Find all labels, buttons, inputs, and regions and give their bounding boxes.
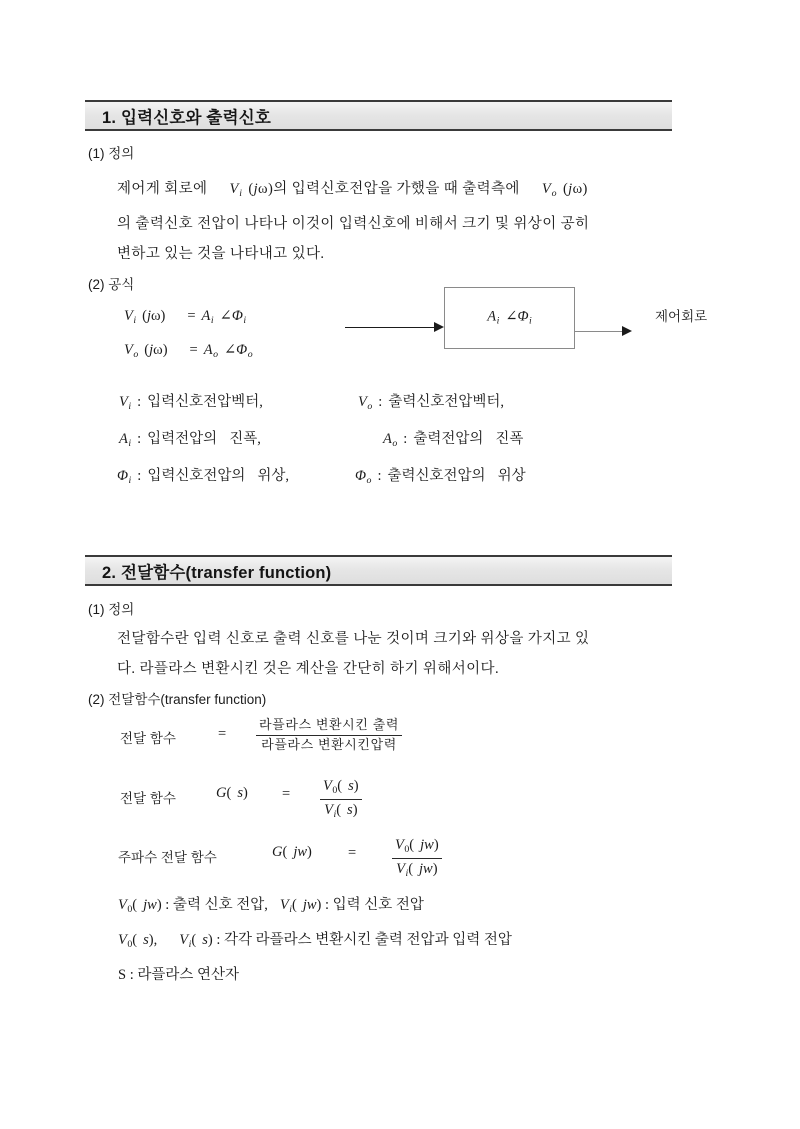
note-line-2: $V_0$( s), $V_i$( s) : 각각 라플라스 변환시킨 출력 전압과 입력 전압 bbox=[118, 932, 512, 950]
formula-transfer-equals-3: = bbox=[348, 845, 357, 861]
diagram-output-arrowhead bbox=[622, 326, 632, 336]
section-1-sub1-label: (1) 정의 bbox=[88, 146, 135, 161]
fraction-2-denominator: $V_i$( s) bbox=[324, 801, 358, 820]
fraction-1-denominator: 라플라스 변환시킨압력 bbox=[261, 736, 397, 752]
legend-row-2-left: $A_i$ : 입력전압의 진폭, bbox=[119, 431, 261, 449]
section-2-sub1-label: (1) 정의 bbox=[88, 602, 135, 617]
legend-row-1-left: $V_i$ : 입력신호전압벡터, bbox=[119, 394, 263, 412]
formula-transfer-label-2: 전달 함수 bbox=[120, 791, 176, 806]
fraction-3-numerator: $V_0$( jw) bbox=[392, 836, 442, 859]
formula-transfer-fraction-2 bbox=[320, 777, 362, 821]
formula-transfer-label-1: 전달 함수 bbox=[120, 731, 176, 746]
legend-row-2-right: $A_o$ : 출력전압의 진폭 bbox=[383, 431, 524, 449]
formula-transfer-fraction-3 bbox=[392, 836, 442, 880]
formula-transfer-func-3: G( jw) bbox=[272, 844, 312, 860]
fraction-2-numerator: $V_0$( s) bbox=[320, 777, 362, 800]
formula-transfer-label-3: 주파수 전달 함수 bbox=[118, 850, 217, 865]
note-line-3: S : 라플라스 연산자 bbox=[118, 967, 240, 983]
diagram-block-label: $A_i$ $\angle\Phi_i$ bbox=[487, 308, 532, 327]
diagram-right-label: 제어회로 bbox=[655, 309, 708, 324]
formula-vo: $V_o$ $(j\omega) = A_o$ $\angle\Phi_o$ bbox=[124, 342, 253, 360]
fraction-3-denominator: $V_i$( jw) bbox=[396, 860, 438, 879]
formula-vi: $V_i$ $(j\omega) = A_i$ $\angle\Phi_i$ bbox=[124, 308, 247, 326]
diagram-block bbox=[444, 287, 575, 349]
formula-transfer-fraction-1 bbox=[256, 717, 402, 753]
diagram-input-arrowhead bbox=[434, 322, 444, 332]
diagram-output-line bbox=[575, 331, 624, 332]
section-1-paragraph-line-1: 제어게 회로에 $V_i$ (jω)의 입력신호전압을 가했을 때 출력측에 $V_o$ (jω) bbox=[117, 181, 588, 199]
formula-transfer-equals-1: = bbox=[218, 726, 227, 742]
legend-row-3-right: $\Phi_o$ : 출력신호전압의 위상 bbox=[355, 468, 526, 486]
legend-row-1-right: $V_o$ : 출력신호전압벡터, bbox=[358, 394, 504, 412]
section-heading-2 bbox=[85, 555, 672, 586]
diagram-input-line bbox=[345, 327, 436, 328]
section-1-sub2-label: (2) 공식 bbox=[88, 277, 135, 292]
section-1-paragraph-line-2: 의 출력신호 전압이 나타나 이것이 입력신호에 비해서 크기 및 위상이 공히 bbox=[117, 216, 590, 232]
section-heading-2-label: 2. 전달함수(transfer function) bbox=[102, 563, 332, 582]
section-heading-1 bbox=[85, 100, 672, 131]
section-2-paragraph-line-1: 전달함수란 입력 신호로 출력 신호를 나눈 것이며 크기와 위상을 가지고 있 bbox=[117, 631, 590, 647]
section-1-paragraph-line-3: 변하고 있는 것을 나타내고 있다. bbox=[117, 246, 325, 262]
note-line-1: $V_0$( jw) : 출력 신호 전압, $V_i$( jw) : 입력 신호 전압 bbox=[118, 897, 424, 915]
formula-transfer-equals-2: = bbox=[282, 786, 291, 802]
section-heading-1-label: 1. 입력신호와 출력신호 bbox=[102, 108, 271, 127]
section-2-paragraph-line-2: 다. 라플라스 변환시킨 것은 계산을 간단히 하기 위해서이다. bbox=[117, 661, 499, 677]
fraction-1-numerator: 라플라스 변환시킨 출력 bbox=[256, 717, 402, 736]
legend-row-3-left: $\Phi_i$ : 입력신호전압의 위상, bbox=[117, 468, 290, 486]
section-2-sub2-label: (2) 전달함수(transfer function) bbox=[88, 692, 267, 707]
formula-transfer-func-2: G( s) bbox=[216, 785, 248, 801]
